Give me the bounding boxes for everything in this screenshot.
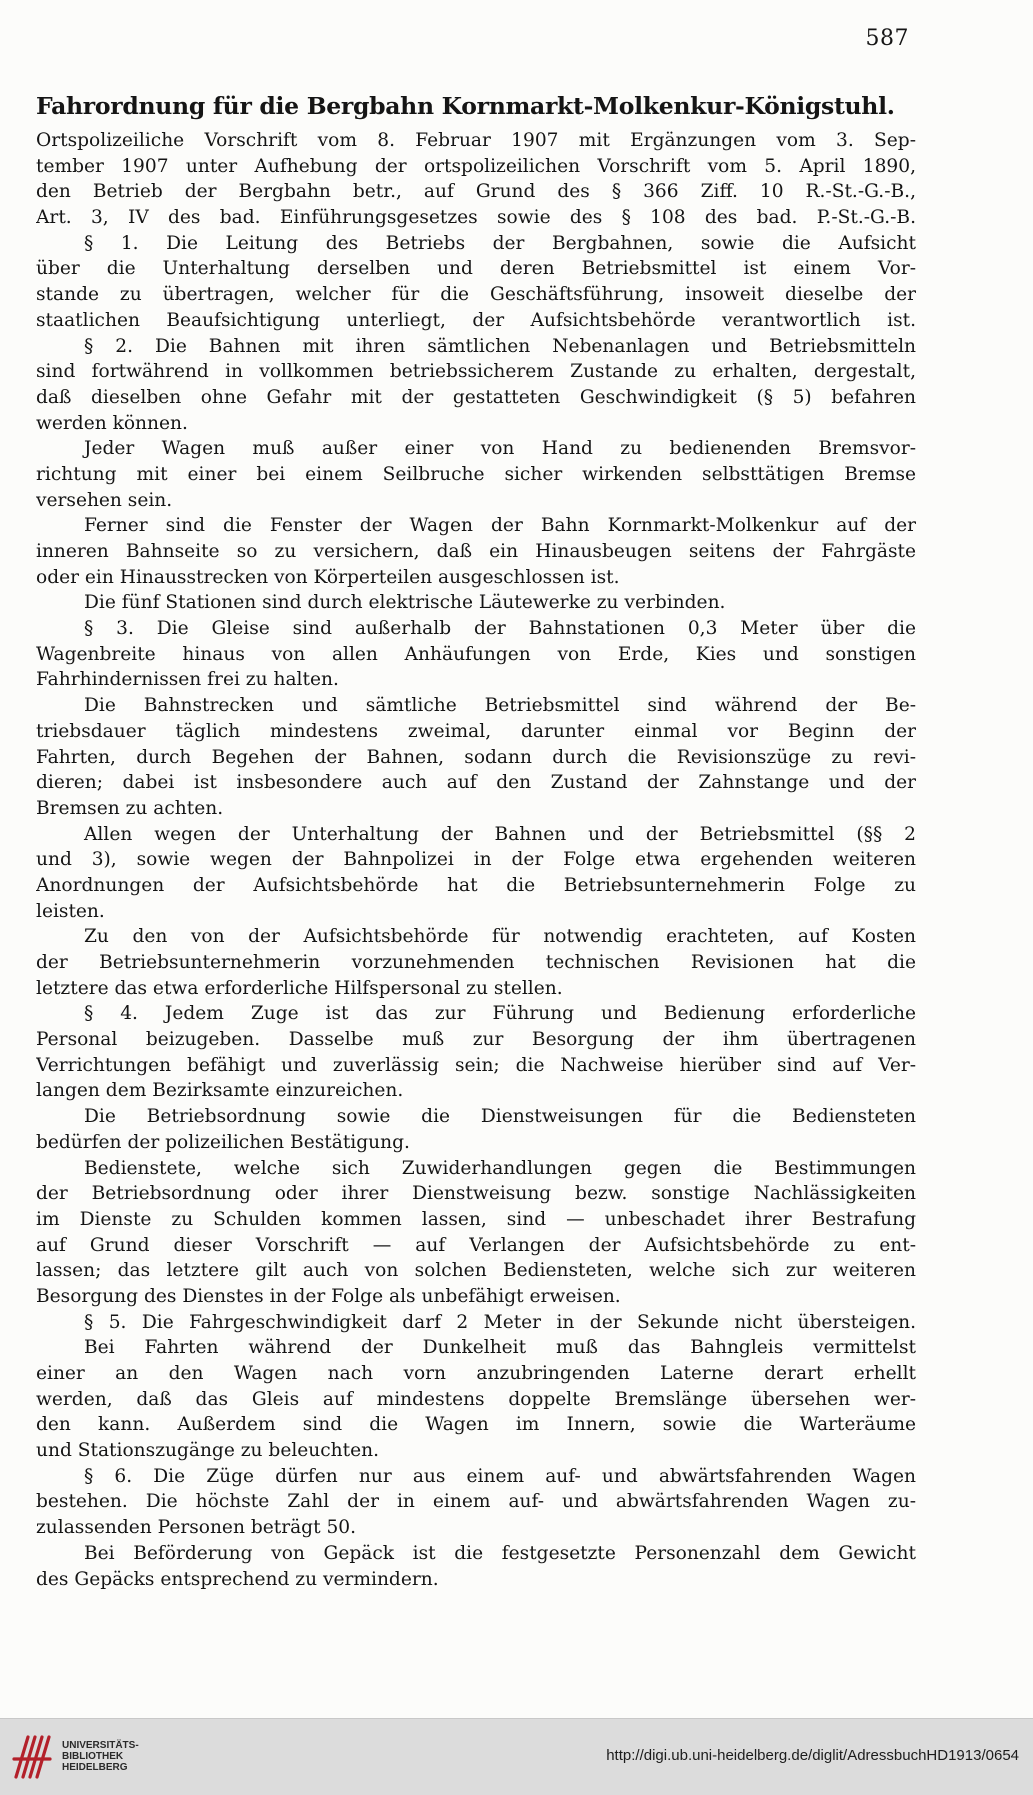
text-line: des Gepäcks entsprechend zu vermindern. xyxy=(36,1568,439,1590)
text-line: leisten. xyxy=(36,900,105,922)
text-line: dieren; dabei ist insbesondere auch auf den Zustand der Zahnstange und der xyxy=(36,772,916,794)
page-title: Fahrordnung für die Bergbahn Kornmarkt-Molkenkur-Königstuhl. xyxy=(36,92,895,120)
text-line: Fahrten, durch Begehen der Bahnen, sodann durch die Revisionszüge zu revi- xyxy=(36,746,916,768)
text-line: staatlichen Beaufsichtigung unterliegt, der Aufsichtsbehörde verantwortlich ist. xyxy=(36,309,916,331)
text-line: Anordnungen der Aufsichtsbehörde hat die Betriebsunternehmerin Folge zu xyxy=(36,874,916,896)
text-line: versehen sein. xyxy=(36,489,173,511)
text-line: § 6. Die Züge dürfen nur aus einem auf- und abwärtsfahrenden Wagen xyxy=(84,1465,916,1487)
text-line: triebsdauer täglich mindestens zweimal, darunter einmal vor Beginn der xyxy=(36,720,916,742)
text-line: § 4. Jedem Zuge ist das zur Führung und Bedienung erforderliche xyxy=(84,1003,916,1025)
text-line: stande zu übertragen, welcher für die Geschäftsführung, insoweit dieselbe der xyxy=(36,284,916,306)
body-text xyxy=(36,128,916,1592)
text-line: § 2. Die Bahnen mit ihren sämtlichen Nebenanlagen und Betriebsmitteln xyxy=(84,335,916,357)
text-line: über die Unterhaltung derselben und deren Betriebsmittel ist einem Vor- xyxy=(36,258,916,280)
library-name xyxy=(62,1740,139,1773)
text-line: oder ein Hinausstrecken von Körperteilen ausgeschlossen ist. xyxy=(36,566,620,588)
text-line: Besorgung des Dienstes in der Folge als unbefähigt erweisen. xyxy=(36,1285,621,1307)
text-line: Die Betriebsordnung sowie die Dienstweisungen für die Bediensteten xyxy=(84,1106,916,1128)
text-line: Ferner sind die Fenster der Wagen der Bahn Kornmarkt-Molkenkur auf der xyxy=(84,515,916,537)
text-line: Jeder Wagen muß außer einer von Hand zu bedienenden Bremsvor- xyxy=(84,438,916,460)
text-line: letztere das etwa erforderliche Hilfspersonal zu stellen. xyxy=(36,977,563,999)
source-url-link[interactable]: http://digi.ub.uni-heidelberg.de/diglit/AdressbuchHD1913/0654 xyxy=(606,1747,1019,1764)
text-line: Fahrhindernissen frei zu halten. xyxy=(36,669,339,691)
text-line: auf Grund dieser Vorschrift — auf Verlangen der Aufsichtsbehörde zu ent- xyxy=(36,1234,916,1256)
text-line: tember 1907 unter Aufhebung der ortspolizeilichen Vorschrift vom 5. April 1890, xyxy=(36,155,916,177)
text-line: Die Bahnstrecken und sämtliche Betriebsmittel sind während der Be- xyxy=(84,695,916,717)
text-line: inneren Bahnseite so zu versichern, daß ein Hinausbeugen seitens der Fahrgäste xyxy=(36,541,916,562)
text-line: bestehen. Die höchste Zahl der in einem auf- und abwärtsfahrenden Wagen zu- xyxy=(36,1491,916,1513)
text-line: einer an den Wagen nach vorn anzubringenden Laterne derart erhellt xyxy=(36,1363,916,1384)
text-line: langen dem Bezirksamte einzureichen. xyxy=(36,1080,404,1102)
text-line: im Dienste zu Schulden kommen lassen, sind — unbeschadet ihrer Bestrafung xyxy=(36,1208,916,1230)
text-line: Wagenbreite hinaus von allen Anhäufungen von Erde, Kies und sonstigen xyxy=(36,643,916,665)
text-line: der Betriebsunternehmerin vorzunehmenden technischen Revisionen hat die xyxy=(36,952,916,973)
text-line: Verrichtungen befähigt und zuverlässig sein; die Nachweise hierüber sind auf Ver- xyxy=(36,1054,916,1076)
text-line: lassen; das letztere gilt auch von solchen Bediensteten, welche sich zur weiteren xyxy=(36,1260,916,1282)
text-line: Bei Beförderung von Gepäck ist die festgesetzte Personenzahl dem Gewicht xyxy=(84,1542,916,1564)
text-line: und Stationszugänge zu beleuchten. xyxy=(36,1440,380,1462)
text-line: Zu den von der Aufsichtsbehörde für notwendig erachteten, auf Kosten xyxy=(84,926,916,948)
footer-bar xyxy=(0,1718,1033,1795)
library-name-line: BIBLIOTHEK xyxy=(62,1751,124,1762)
text-line: § 3. Die Gleise sind außerhalb der Bahnstationen 0,3 Meter über die xyxy=(84,618,916,640)
text-line: Bedienstete, welche sich Zuwiderhandlungen gegen die Bestimmungen xyxy=(84,1157,916,1179)
text-line: § 1. Die Leitung des Betriebs der Bergbahnen, sowie die Aufsicht xyxy=(84,232,916,254)
text-line: Personal beizugeben. Dasselbe muß zur Besorgung der ihm übertragenen xyxy=(36,1029,916,1051)
library-name-line: HEIDELBERG xyxy=(62,1762,128,1773)
text-line: Art. 3, IV des bad. Einführungsgesetzes sowie des § 108 des bad. P.-St.-G.-B. xyxy=(36,207,916,229)
text-line: Ortspolizeiliche Vorschrift vom 8. Februar 1907 mit Ergänzungen vom 3. Sep- xyxy=(36,130,916,151)
text-line: sind fortwährend in vollkommen betriebssicherem Zustande zu erhalten, dergestalt, xyxy=(36,361,916,383)
text-line: bedürfen der polizeilichen Bestätigung. xyxy=(36,1131,410,1153)
text-line: daß dieselben ohne Gefahr mit der gestatteten Geschwindigkeit (§ 5) befahren xyxy=(36,386,916,408)
text-line: richtung mit einer bei einem Seilbruche sicher wirkenden selbsttätigen Bremse xyxy=(36,463,916,485)
library-name-line: UNIVERSITÄTS- xyxy=(62,1740,139,1751)
text-line: zulassenden Personen beträgt 50. xyxy=(36,1517,357,1539)
text-line: Bremsen zu achten. xyxy=(36,797,224,819)
text-line: § 5. Die Fahrgeschwindigkeit darf 2 Meter in der Sekunde nicht übersteigen. xyxy=(84,1311,916,1333)
page-number: 587 xyxy=(865,26,909,51)
text-line: und 3), sowie wegen der Bahnpolizei in der Folge etwa ergehenden weiteren xyxy=(36,849,916,871)
university-library-logo-icon[interactable] xyxy=(10,1731,56,1783)
text-line: werden, daß das Gleis auf mindestens doppelte Bremslänge übersehen wer- xyxy=(36,1388,916,1410)
text-line: Bei Fahrten während der Dunkelheit muß das Bahngleis vermittelst xyxy=(84,1337,916,1359)
text-line: Die fünf Stationen sind durch elektrische Läutewerke zu verbinden. xyxy=(84,592,726,614)
text-line: Allen wegen der Unterhaltung der Bahnen und der Betriebsmittel (§§ 2 xyxy=(84,823,916,845)
text-line: den kann. Außerdem sind die Wagen im Innern, sowie die Warteräume xyxy=(36,1414,916,1436)
text-line: den Betrieb der Bergbahn betr., auf Grund des § 366 Ziff. 10 R.-St.-G.-B., xyxy=(36,181,916,203)
text-line: werden können. xyxy=(36,412,188,434)
text-line: der Betriebsordnung oder ihrer Dienstweisung bezw. sonstige Nachlässigkeiten xyxy=(36,1183,916,1205)
